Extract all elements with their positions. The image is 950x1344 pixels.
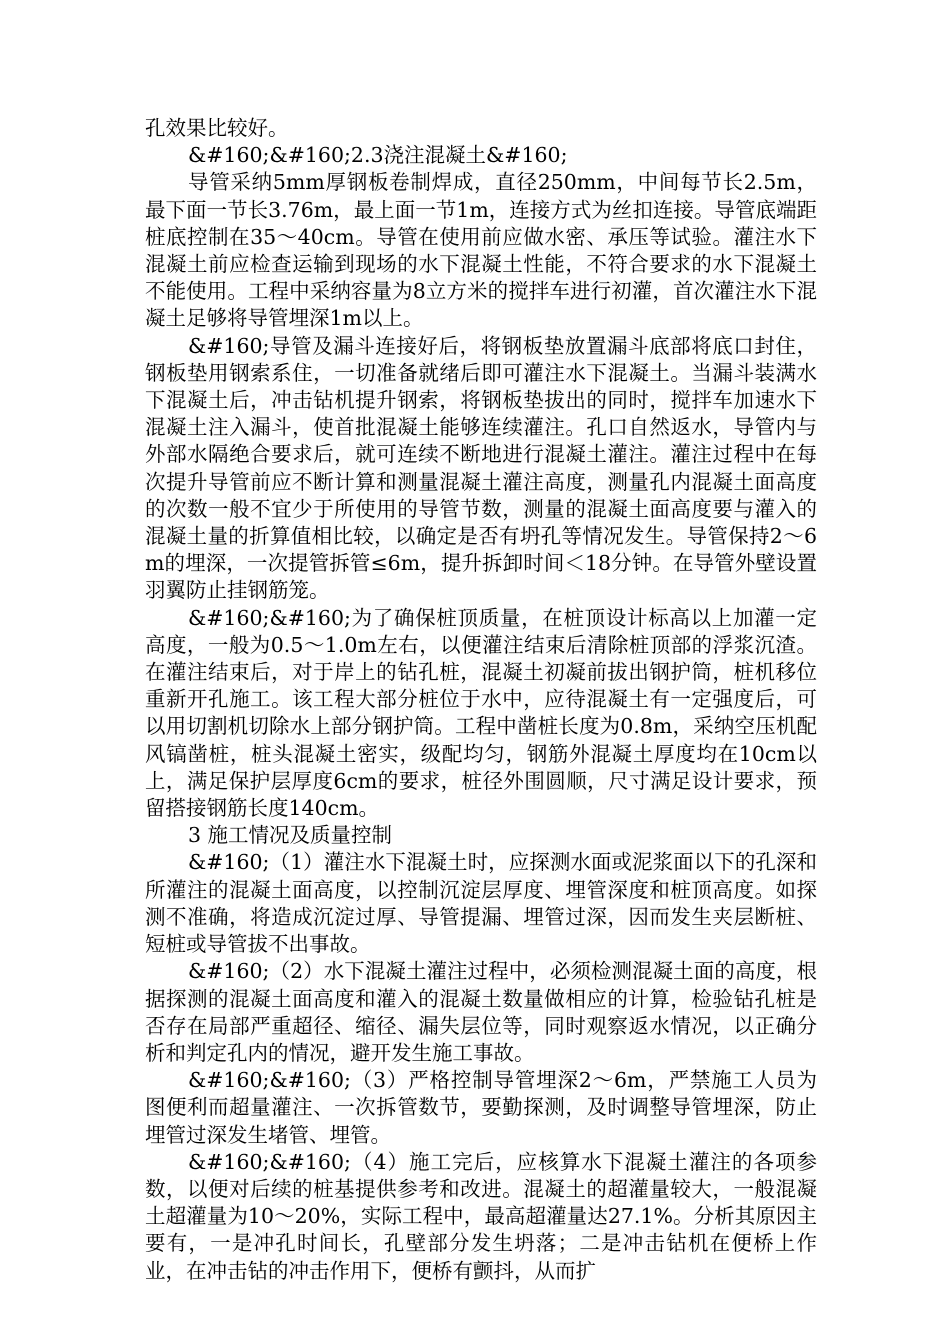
section-heading-2-3: &#160;&#160;2.3浇注混凝土&#160; [188,143,568,168]
paragraph-item-2: &#160;（2）水下混凝土灌注过程中，必须检测混凝土面的高度，根据探测的混凝土面高度和灌入的混凝土数量做相应的计算，检验钻孔桩是否存在局部严重超径、缩径、漏失层位等，同时观察返水情况，以正确分析和判定孔内的情况，避开发生施工事故。 [145,959,817,1065]
paragraph-pouring-process: &#160;导管及漏斗连接好后，将钢板垫放置漏斗底部将底口封住，钢板垫用钢索系住，一切准备就绪后即可灌注水下混凝土。当漏斗装满水下混凝土后，冲击钻机提升钢索，将钢板垫拔出的同时，搅拌车加速水下混凝土注入漏斗，使首批混凝土能够连续灌注。孔口自然返水，导管内与外部水隔绝合要求后，就可连续不断地进行混凝土灌注。灌注过程中在每次提升导管前应不断计算和测量混凝土灌注高度，测量孔内混凝土面高度的次数一般不宜少于所使用的导管节数，测量的混凝土面高度要与灌入的混凝土量的折算值相比较，以确定是否有坍孔等情况发生。导管保持2～6m的埋深，一次提管拆管≤6m，提升拆卸时间＜18分钟。在导管外壁设置羽翼防止挂钢筋笼。 [145,333,817,603]
paragraph-item-4: &#160;&#160;（4）施工完后，应核算水下混凝土灌注的各项参数，以便对后续的桩基提供参考和改进。混凝土的超灌量较大，一般混凝土超灌量为10～20%，实际工程中，最高超灌量达27.1%。分析其原因主要有，一是冲孔时间长，孔壁部分发生坍落；二是冲击钻机在便桥上作业，在冲击钻的冲击作用下，便桥有颤抖，从而扩 [145,1149,817,1283]
paragraph-conduit-spec: 导管采纳5mm厚钢板卷制焊成，直径250mm，中间每节长2.5m，最下面一节长3.76m，最上面一节1m，连接方式为丝扣连接。导管底端距桩底控制在35～40cm。导管在使用前应做水密、承压等试验。灌注水下混凝土前应检查运输到现场的水下混凝土性能，不符合要求的水下混凝土不能使用。工程中采纳容量为8立方米的搅拌车进行初灌，首次灌注水下混凝土足够将导管埋深1m以上。 [145,170,817,331]
document-page [145,115,817,1285]
section-heading-3: 3 施工情况及质量控制 [188,823,393,848]
paragraph-1: 孔效果比较好。 [145,116,289,140]
paragraph-pile-top-quality: &#160;&#160;为了确保桩顶质量，在桩顶设计标高以上加灌一定高度，一般为0.5～1.0m左右，以便灌注结束后清除桩顶部的浮浆沉渣。在灌注结束后，对于岸上的钻孔桩，混凝土初凝前拔出钢护筒，桩机移位重新开孔施工。该工程大部分桩位于水中，应待混凝土有一定强度后，可以用切割机切除水上部分钢护筒。工程中凿桩长度为0.8m，采纳空压机配风镐凿桩，桩头混凝土密实，级配均匀，钢筋外混凝土厚度均在10cm以上，满足保护层厚度6cm的要求，桩径外围圆顺，尺寸满足设计要求，预留搭接钢筋长度140cm。 [145,605,817,821]
paragraph-item-3: &#160;&#160;（3）严格控制导管埋深2～6m，严禁施工人员为图便利而超量灌注、一次拆管数节，要勤探测，及时调整导管埋深，防止埋管过深发生堵管、埋管。 [145,1068,817,1147]
paragraph-item-1: &#160;（1）灌注水下混凝土时，应探测水面或泥浆面以下的孔深和所灌注的混凝土面高度，以控制沉淀层厚度、埋管深度和桩顶高度。如探测不准确，将造成沉淀过厚、导管提漏、埋管过深，因而发生夹层断桩、短桩或导管拔不出事故。 [145,850,817,957]
